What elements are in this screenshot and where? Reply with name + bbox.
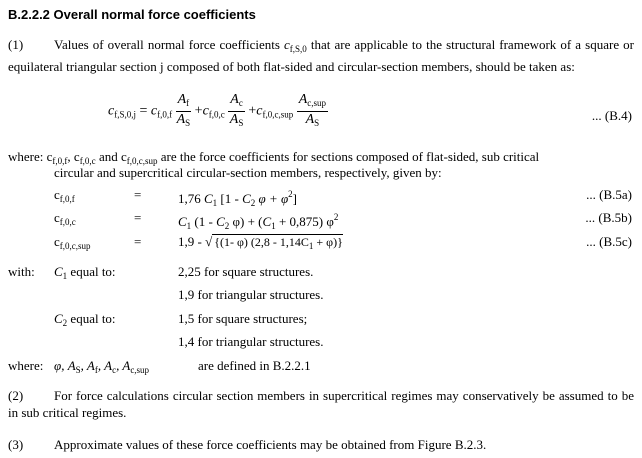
equation-b4 <box>108 92 328 131</box>
eq-term1-subscript: f,0,f <box>157 109 173 120</box>
where-label-2: where: <box>8 358 44 373</box>
eq-plus: + <box>248 103 257 119</box>
c2-equal-label: $C_2$ equal to: <box>54 311 116 328</box>
eq-term2-symbol: c <box>202 103 209 119</box>
paragraph-3 <box>8 436 634 453</box>
eq-term1-symbol: c <box>150 103 158 119</box>
paragraph-number: (1) <box>8 37 24 52</box>
eq-b5b-lhs: $c_{f,0,c}$ <box>54 210 76 227</box>
eq-term3-symbol: c <box>256 103 263 119</box>
c1-value-square: 2,25 for square structures. <box>178 264 314 279</box>
paragraph-number: (3) <box>8 437 24 452</box>
eq-term1-fraction: $\frac{A_f}{A_S}$ <box>176 92 191 128</box>
eq-b5a-lhs: $c_{f,0,f}$ <box>54 187 75 204</box>
sqrt-icon: √ <box>205 234 213 249</box>
paragraph-text: Approximate values of these force coefficients may be obtained from Figure B.2.3. <box>54 437 487 452</box>
eq-b5a-rhs: 1,76 $C_1$ [$1 - C_2$ $\varphi + \varphi^2$] <box>178 189 298 208</box>
paragraph-text-cont: that are applicable to the structural framework of a square or equilateral triangular section j composed of both flat-sided and circular-section members, should be taken as: <box>8 37 635 74</box>
where-defined-text: are defined in B.2.2.1 <box>198 358 311 373</box>
eq-b5a-equals: = <box>134 187 142 202</box>
equation-ref-b4: ... (B.4) <box>591 108 632 123</box>
eq-term2-fraction: $\frac{A_c}{A_S}$ <box>229 92 244 128</box>
equation-ref-b5a: ... (B.5a) <box>586 187 632 202</box>
where-line-1: where: $c_{f,0,f}$, $c_{f,0,c}$ and $c_{f,0,c,sup}$ are the force coefficients for sections composed of flat-sided, sub critical <box>8 149 540 166</box>
where-symbols: φ, $A_S$, $A_f$, $A_c$, $A_{c,sup}$ <box>54 358 150 375</box>
paragraph-text: Values of overall normal force coefficients <box>54 37 285 52</box>
eq-equals: = <box>139 103 148 119</box>
eq-lhs-symbol: c <box>108 103 115 119</box>
equation-ref-b5c: ... (B.5c) <box>586 234 632 249</box>
where-label: where: <box>8 149 44 164</box>
paragraph-1 <box>8 36 634 75</box>
paragraph-text: For force calculations circular section members in supercritical regimes may conservatively be assumed to be in sub critical regimes. <box>8 388 634 420</box>
eq-lhs-subscript: f,S,0,j <box>114 109 136 120</box>
eq-plus: + <box>194 103 203 119</box>
equation-ref-b5b: ... (B.5b) <box>585 210 632 225</box>
eq-term2-subscript: f,0,c <box>208 109 225 120</box>
eq-b5c-rhs: 1,9 - √ {(1- φ) $(2,8 - 1,14C_1 + \varphi)$} <box>178 234 343 251</box>
coef-symbol: c <box>284 37 290 52</box>
eq-b5c-equals: = <box>134 234 142 249</box>
c2-value-square: 1,5 for square structures; <box>178 311 308 326</box>
section-heading: B.2.2.2 Overall normal force coefficients <box>8 7 256 22</box>
eq-b5b-rhs: $C_1$ ($1 - C_2$ $\varphi) + (C_1 + 0,875)$ $\varphi^2$ <box>178 212 339 231</box>
c2-value-triangular: 1,4 for triangular structures. <box>178 334 324 349</box>
where-text: are the force coefficients for sections composed of flat-sided, sub critical <box>157 149 540 164</box>
where-line-2: circular and supercritical circular-section members, respectively, given by: <box>54 165 442 180</box>
eq-b5b-equals: = <box>134 210 142 225</box>
eq-term3-fraction: $\frac{A_{c,sup}}{A_S}$ <box>298 92 327 128</box>
paragraph-2 <box>8 387 634 421</box>
c1-equal-label: $C_1$ equal to: <box>54 264 116 281</box>
eq-b5c-lhs: $c_{f,0,c,sup}$ <box>54 234 91 251</box>
paragraph-number: (2) <box>8 388 24 403</box>
coef-subscript: f,S,0 <box>289 44 307 54</box>
with-label: with: <box>8 264 35 279</box>
c1-value-triangular: 1,9 for triangular structures. <box>178 287 324 302</box>
eq-term3-subscript: f,0,c,sup <box>262 109 294 120</box>
